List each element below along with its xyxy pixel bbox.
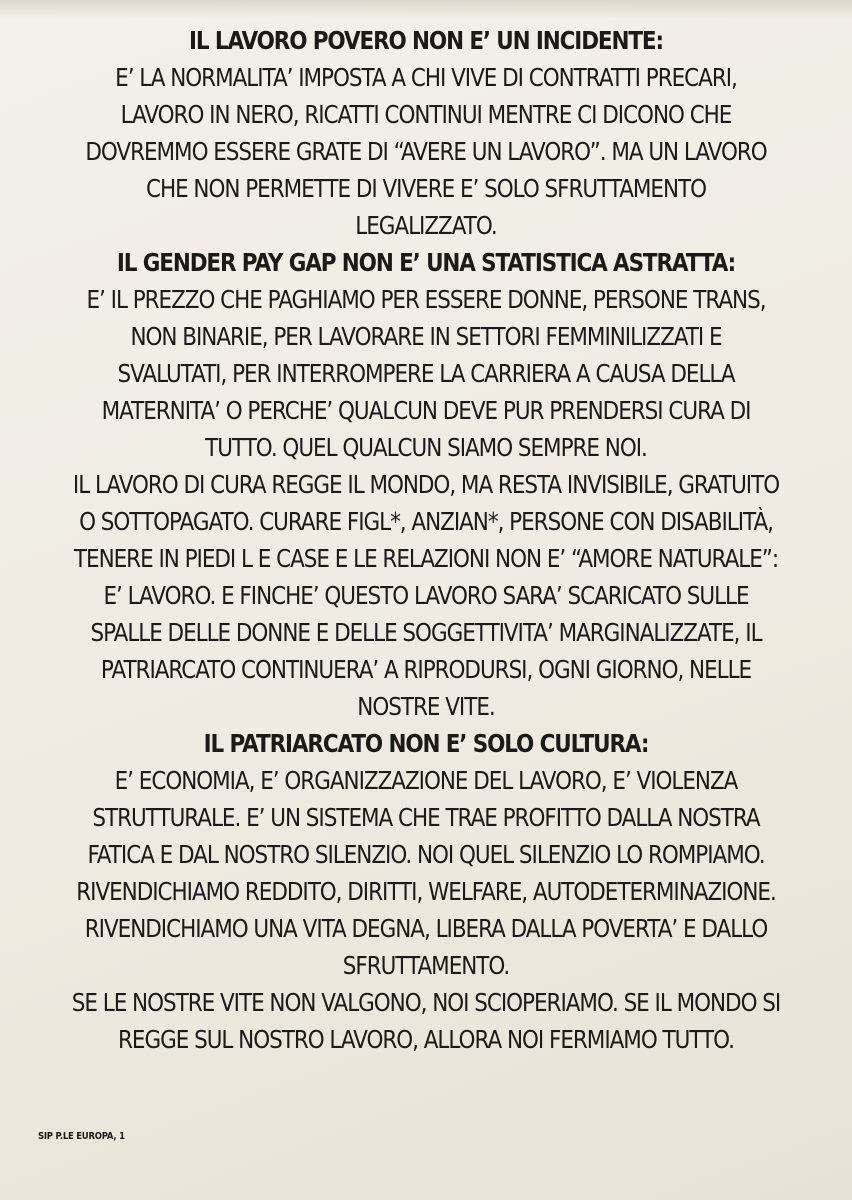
text-line: DOVREMMO ESSERE GRATE DI “AVERE UN LAVORO”. MA UN LAVORO xyxy=(85,137,767,166)
text-line: TUTTO. QUEL QUALCUN SIAMO SEMPRE NOI. xyxy=(205,433,647,462)
text-line: MATERNITA’ O PERCHE’ QUALCUN DEVE PUR PRENDERSI CURA DI xyxy=(101,396,751,425)
paper-shadow xyxy=(0,0,852,18)
text-line: NON BINARIE, PER LAVORARE IN SETTORI FEMMINILIZZATI E xyxy=(130,322,722,351)
text-line: PATRIARCATO CONTINUERA’ A RIPRODURSI, OGNI GIORNO, NELLE xyxy=(100,655,752,684)
text-line: NOSTRE VITE. xyxy=(357,692,495,721)
footer-imprint: SIP P.LE EUROPA, 1 xyxy=(38,1131,125,1142)
text-line: E’ LA NORMALITA’ IMPOSTA A CHI VIVE DI CONTRATTI PRECARI, xyxy=(115,63,737,92)
text-line: RIVENDICHIAMO UNA VITA DEGNA, LIBERA DALLA POVERTA’ E DALLO xyxy=(84,914,768,943)
text-line: IL LAVORO DI CURA REGGE IL MONDO, MA RESTA INVISIBILE, GRATUITO xyxy=(72,470,780,499)
text-line: TENERE IN PIEDI L E CASE E LE RELAZIONI NON E’ “AMORE NATURALE”: xyxy=(73,544,779,573)
text-line: RIVENDICHIAMO REDDITO, DIRITTI, WELFARE, AUTODETERMINAZIONE. xyxy=(76,877,776,906)
text-line: LEGALIZZATO. xyxy=(355,211,497,240)
text-line: SE LE NOSTRE VITE NON VALGONO, NOI SCIOPERIAMO. SE IL MONDO SI xyxy=(71,988,781,1017)
text-line: SFRUTTAMENTO. xyxy=(342,951,510,980)
text-line: FATICA E DAL NOSTRO SILENZIO. NOI QUEL SILENZIO LO ROMPIAMO. xyxy=(87,840,765,869)
section-heading: IL GENDER PAY GAP NON E’ UNA STATISTICA ASTRATTA: xyxy=(116,248,736,277)
text-line: REGGE SUL NOSTRO LAVORO, ALLORA NOI FERMIAMO TUTTO. xyxy=(118,1025,734,1054)
section-heading: IL PATRIARCATO NON E’ SOLO CULTURA: xyxy=(203,729,649,758)
text-line: E’ IL PREZZO CHE PAGHIAMO PER ESSERE DONNE, PERSONE TRANS, xyxy=(86,285,766,314)
text-line: E’ ECONOMIA, E’ ORGANIZZAZIONE DEL LAVORO, E’ VIOLENZA xyxy=(114,766,738,795)
text-line: LAVORO IN NERO, RICATTI CONTINUI MENTRE CI DICONO CHE xyxy=(120,100,732,129)
flyer-text xyxy=(0,22,852,1058)
text-line: SVALUTATI, PER INTERROMPERE LA CARRIERA A CAUSA DELLA xyxy=(117,359,735,388)
text-line: SPALLE DELLE DONNE E DELLE SOGGETTIVITA’ MARGINALIZZATE, IL xyxy=(90,618,762,647)
section-heading: IL LAVORO POVERO NON E’ UN INCIDENTE: xyxy=(189,26,663,55)
text-line: STRUTTURALE. E’ UN SISTEMA CHE TRAE PROFITTO DALLA NOSTRA xyxy=(92,803,760,832)
text-line: CHE NON PERMETTE DI VIVERE E’ SOLO SFRUTTAMENTO xyxy=(145,174,707,203)
text-line: O SOTTOPAGATO. CURARE FIGL*, ANZIAN*, PERSONE CON DISABILITÀ, xyxy=(79,507,773,536)
text-line: E’ LAVORO. E FINCHE’ QUESTO LAVORO SARA’ SCARICATO SULLE xyxy=(103,581,749,610)
